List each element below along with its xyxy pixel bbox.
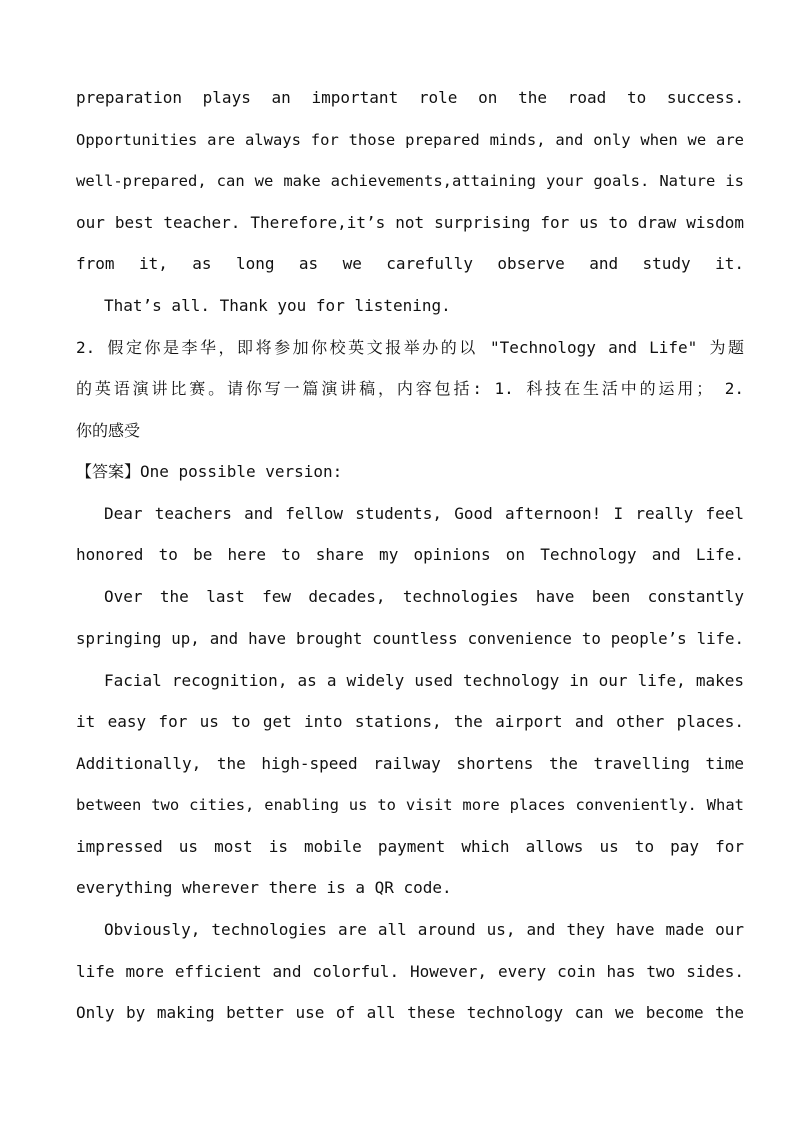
question-line-3: 你的感受: [76, 421, 141, 440]
answer-line-4: springing up, and have brought countless convenience to people’s life.: [76, 629, 744, 648]
text-line-2: Opportunities are always for those prepared minds, and only when we are: [76, 131, 744, 149]
question-line-2: 的英语演讲比赛。请你写一篇演讲稿，内容包括: 1. 科技在生活中的运用； 2.: [76, 379, 744, 398]
answer-line-7: Additionally, the high-speed railway shortens the travelling time: [76, 754, 744, 773]
text-line-5: from it, as long as we carefully observe and study it.: [76, 254, 744, 273]
text-line-1: preparation plays an important role on the road to success.: [76, 88, 744, 107]
text-line-6: That’s all. Thank you for listening.: [104, 296, 451, 315]
text-line-4: our best teacher. Therefore,it’s not surprising for us to draw wisdom: [76, 213, 744, 232]
question-line-1: 2. 假定你是李华，即将参加你校英文报举办的以 "Technology and Life" 为题: [76, 338, 744, 357]
answer-line-11: Obviously, technologies are all around us, and they have made our: [104, 920, 744, 939]
answer-heading: 【答案】One possible version:: [76, 462, 343, 481]
answer-line-8: between two cities, enabling us to visit more places conveniently. What: [76, 796, 744, 814]
answer-line-2: honored to be here to share my opinions on Technology and Life.: [76, 545, 744, 564]
answer-line-3: Over the last few decades, technologies have been constantly: [104, 587, 744, 606]
answer-line-12: life more efficient and colorful. However, every coin has two sides.: [76, 962, 744, 981]
answer-line-10: everything wherever there is a QR code.: [76, 878, 452, 897]
answer-line-13: Only by making better use of all these technology can we become the: [76, 1003, 744, 1022]
answer-line-6: it easy for us to get into stations, the airport and other places.: [76, 712, 744, 731]
text-line-3: well-prepared, can we make achievements,attaining your goals. Nature is: [76, 172, 744, 190]
answer-line-1: Dear teachers and fellow students, Good afternoon! I really feel: [104, 504, 744, 523]
answer-line-5: Facial recognition, as a widely used technology in our life, makes: [104, 671, 744, 690]
answer-line-9: impressed us most is mobile payment which allows us to pay for: [76, 837, 744, 856]
